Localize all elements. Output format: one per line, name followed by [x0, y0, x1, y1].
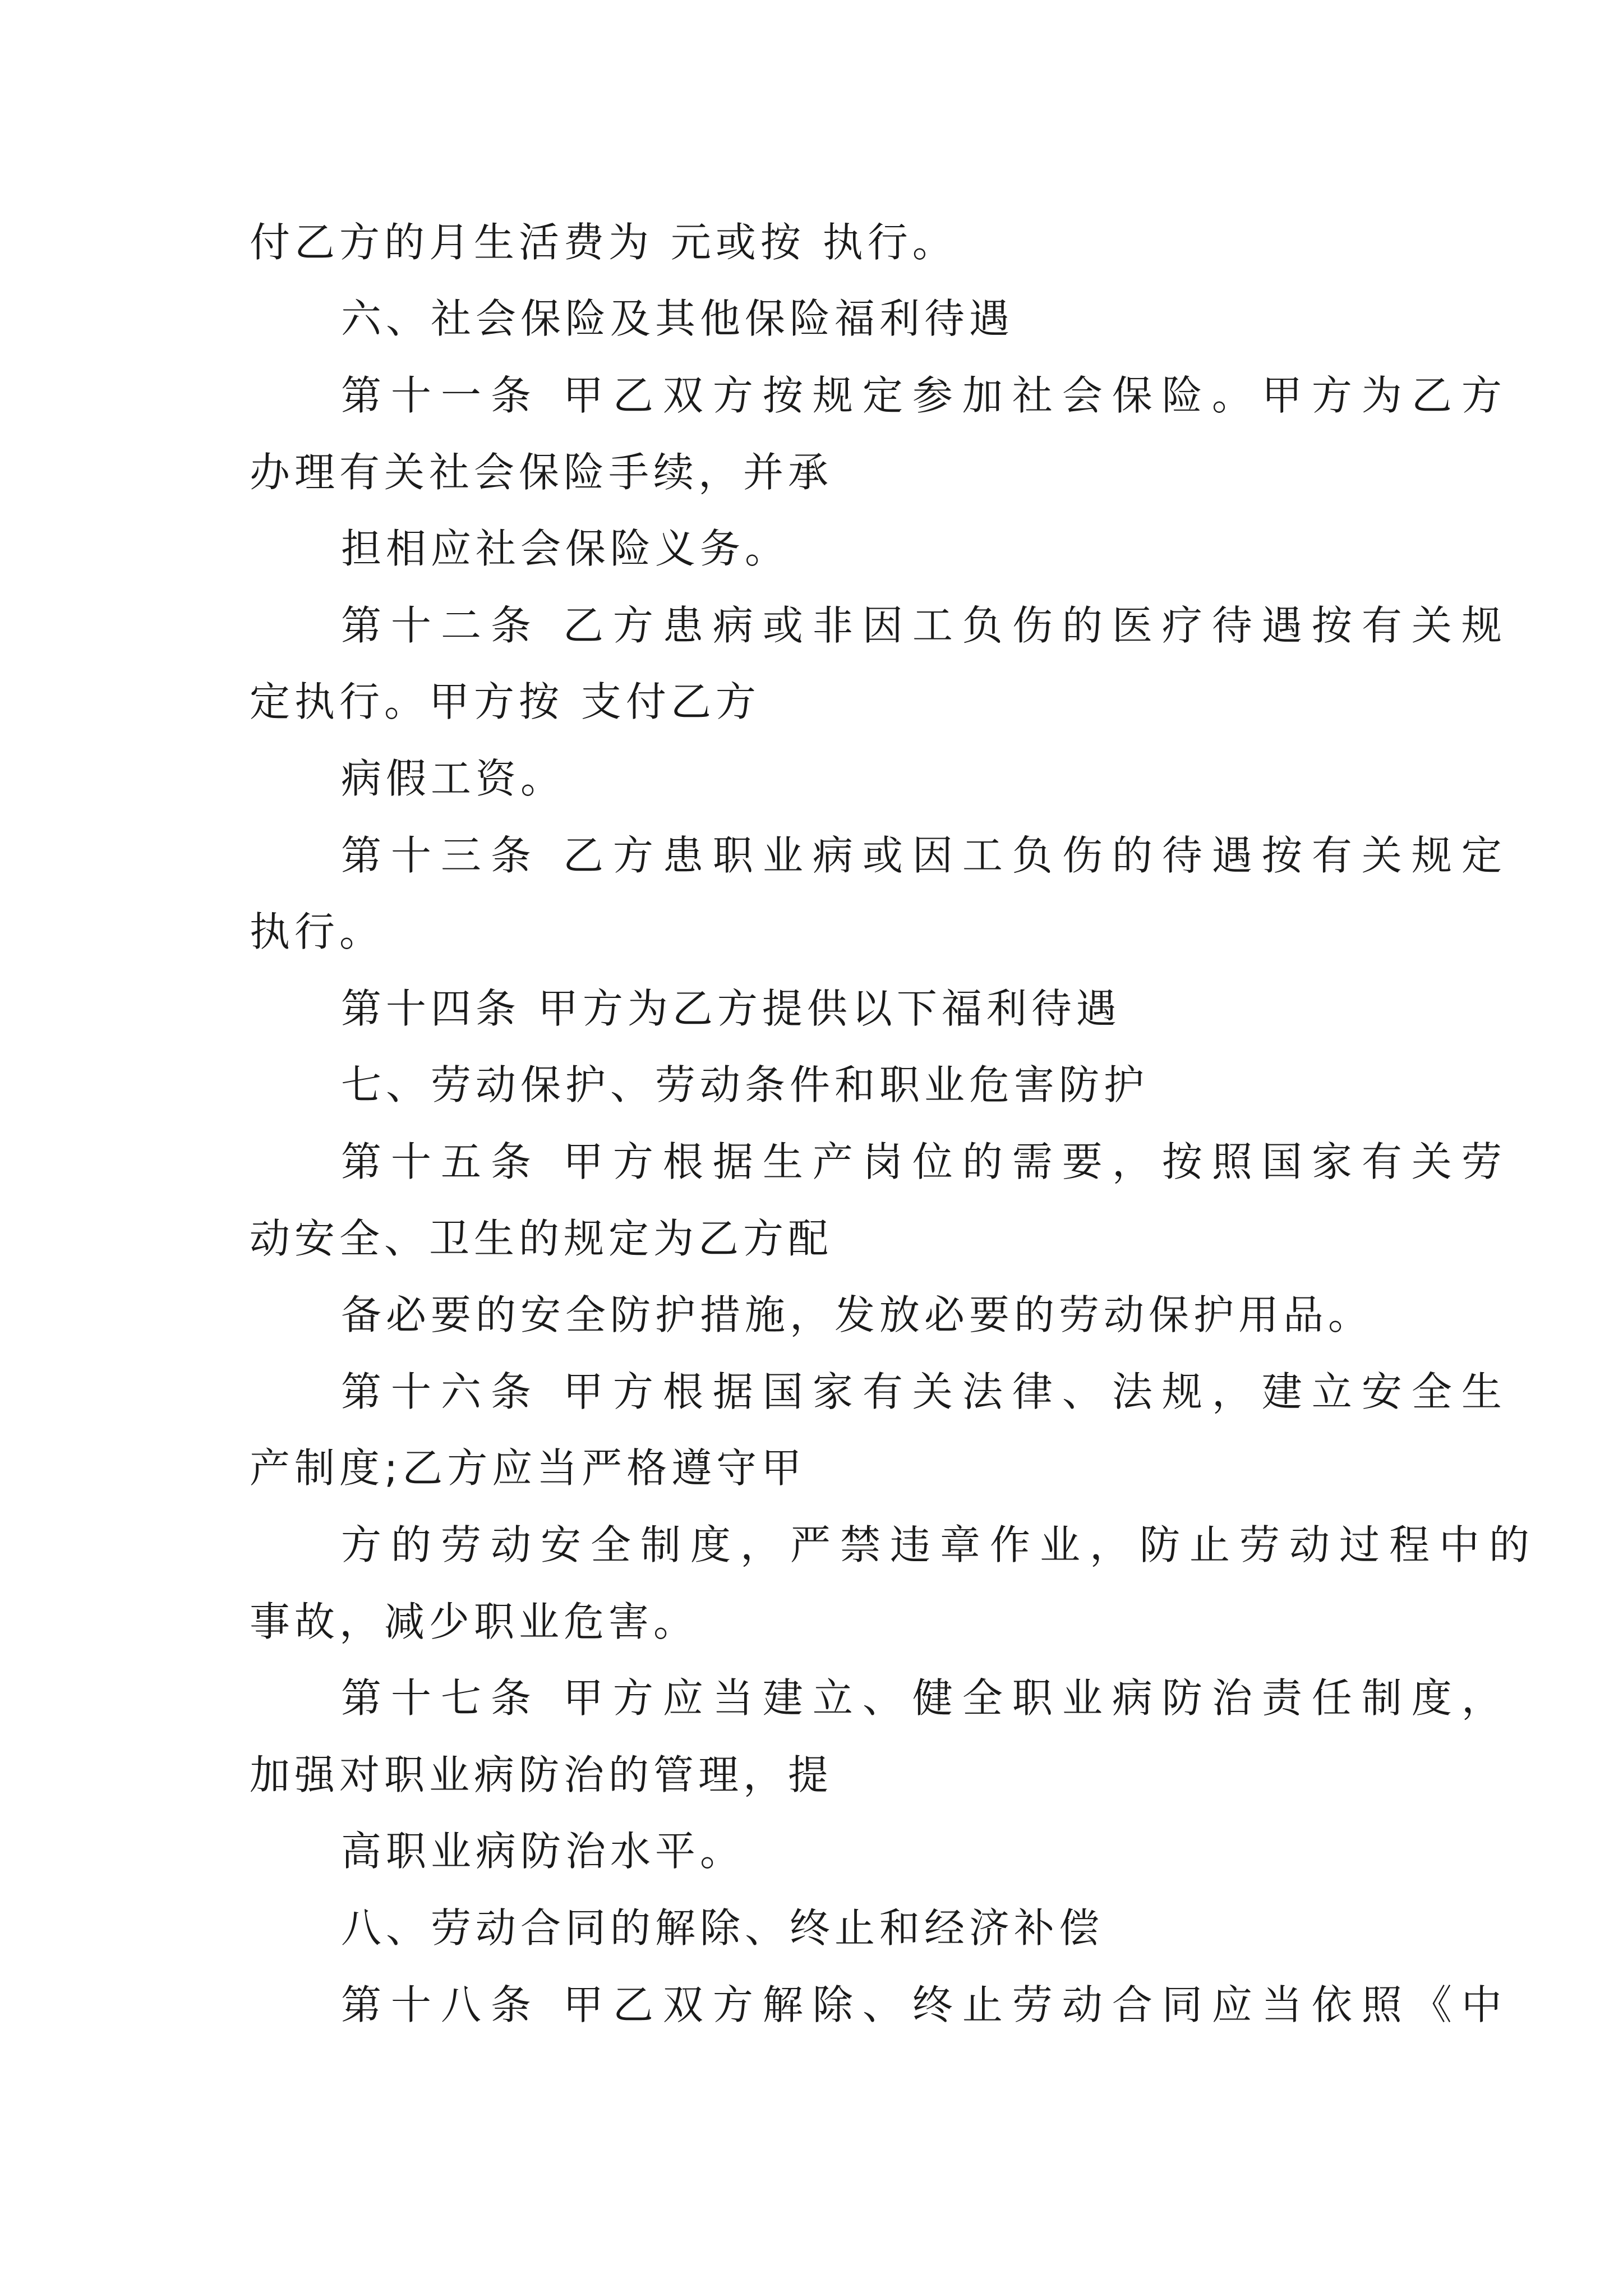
article-13-line-1: 第十三条 乙方患职业病或因工负伤的待遇按有关规定 [341, 832, 1511, 879]
article-15-line-1: 第十五条 甲方根据生产岗位的需要，按照国家有关劳 [341, 1138, 1511, 1185]
article-11-line-3: 担相应社会保险义务。 [341, 525, 790, 572]
article-12-line-2: 定执行。甲方按 支付乙方 [250, 678, 760, 725]
section-heading-8: 八、劳动合同的解除、终止和经济补偿 [341, 1904, 1104, 1952]
article-16-line-1: 第十六条 甲方根据国家有关法律、法规，建立安全生 [341, 1368, 1511, 1415]
article-15-line-3: 备必要的安全防护措施，发放必要的劳动保护用品。 [341, 1291, 1373, 1338]
article-17-line-1: 第十七条 甲方应当建立、健全职业病防治责任制度， [341, 1674, 1511, 1722]
article-16-line-3: 方的劳动安全制度，严禁违章作业，防止劳动过程中的 [341, 1521, 1539, 1568]
article-18-line-1: 第十八条 甲乙双方解除、终止劳动合同应当依照《中 [341, 1981, 1511, 2028]
article-16-line-2: 产制度;乙方应当严格遵守甲 [250, 1444, 806, 1492]
article-17-line-2: 加强对职业病防治的管理，提 [250, 1751, 833, 1798]
section-heading-7: 七、劳动保护、劳动条件和职业危害防护 [341, 1061, 1149, 1108]
article-13-line-2: 执行。 [250, 908, 385, 955]
section-heading-6: 六、社会保险及其他保险福利待遇 [341, 295, 1015, 342]
article-12-line-3: 病假工资。 [341, 755, 566, 802]
article-11-line-1: 第十一条 甲乙双方按规定参加社会保险。甲方为乙方 [341, 372, 1511, 419]
article-15-line-2: 动安全、卫生的规定为乙方配 [250, 1215, 833, 1262]
article-12-line-1: 第十二条 乙方患病或非因工负伤的医疗待遇按有关规 [341, 602, 1511, 649]
article-17-line-3: 高职业病防治水平。 [341, 1828, 745, 1875]
article-11-line-2: 办理有关社会保险手续，并承 [250, 449, 833, 496]
article-16-line-4: 事故，减少职业危害。 [250, 1598, 699, 1645]
text-line-1: 付乙方的月生活费为 元或按 执行。 [250, 219, 957, 266]
article-14-line-1: 第十四条 甲方为乙方提供以下福利待遇 [341, 985, 1121, 1032]
